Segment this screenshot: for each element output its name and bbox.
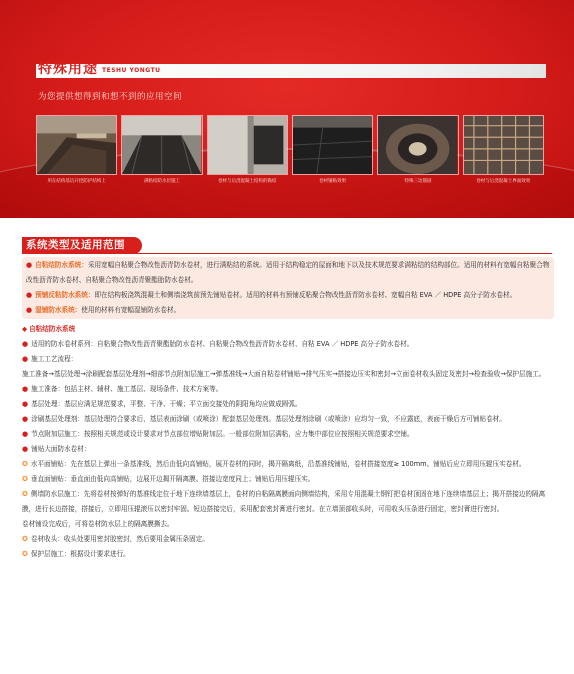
list-item-text: 铺贴大面防水卷材：	[31, 445, 91, 453]
section-divider	[22, 253, 552, 254]
list-item	[22, 457, 554, 472]
list-item	[22, 532, 554, 547]
list-item-text: 卷材收头：收头处要用密封胶密封，然后要用金属压条固定。	[30, 535, 209, 543]
sub-bullet-icon: ✪	[22, 550, 28, 558]
list-item	[22, 337, 554, 352]
list-item-text: 节点附加层施工：按照相关规范或设计要求对节点部位增贴附加层。一般部位附加层满粘，应力集中部位应按照相关规范要求空铺。	[31, 430, 414, 438]
list-item-text: 垂直面铺贴：垂直面由低向高铺贴，边展开边揭开隔离膜。搭接边宽度同上；铺贴后用压辊压实。	[30, 475, 315, 483]
bullet-icon: ●	[22, 355, 29, 363]
list-item-text: 侧墙防水层施工：先将卷材按弹好的基准线定位于地下连续墙基层上，卷材的自粘隔离膜面向侧墙结构，采用专用混凝土钢钉把卷材顶固在地下连续墙基层上；揭开搭接边的隔离膜，进行长边搭接，搭接后，立即用压辊滚压以密封牢固。短边搭接完后，采用配套密封膏进行密封。在立墙顶部收头时，可用收头压条进行固定，密封膏进行密封。	[22, 490, 546, 513]
sub-bullet-icon: ✪	[22, 460, 28, 468]
list-item-text: 涂刷基层处理剂：基层处理符合要求后，基层表面涂刷（或喷涂）配套基层处理剂。基层处理剂涂刷（或喷涂）应均匀一致，不应露底，表面干燥后方可铺贴卷材。	[31, 415, 506, 423]
list-item-text: 适用的防水卷材系列：自粘聚合物改性沥青聚酯胎防水卷材、自粘聚合物改性沥青防水卷材、自粘 EVA ／ HDPE 高分子防水卷材。	[31, 340, 414, 348]
photo-laying-effect	[292, 115, 373, 175]
section-heading-text: 系统类型及适用范围	[26, 239, 125, 251]
photo-captions	[36, 178, 544, 184]
bullet-icon: ●	[22, 400, 29, 408]
list-item	[22, 442, 554, 457]
caption: 卷材铺贴效果	[319, 179, 347, 184]
bullet-icon: ●	[22, 445, 29, 453]
list-item-text: 基层处理：基层应满足规范要求，平整、干净、干燥；平立面交接处的阴阳角均应做成圆弧。	[31, 400, 302, 408]
caption: 用在结构基坑开挖防护结构上	[47, 179, 106, 184]
section-heading	[22, 237, 142, 254]
sub-bullet-icon: ✪	[22, 490, 28, 498]
list-item-text: 施工准备→基层处理→涂刷配套基层处理剂→细部节点附加层施工→弹基准线→大面自粘卷材铺贴→排气压实→搭接边压实和密封→立面卷材收头固定及密封→检查验收→保护层施工。	[22, 370, 546, 378]
caption: 特殊三边锚固	[404, 179, 432, 184]
caption: 卷材与后浇混凝土结构的黏结	[218, 179, 277, 184]
summary-item: ● 自粘结防水系统：采用宽幅自粘聚合物改性沥青防水卷材，进行满粘结的系统。适用于结构稳定的屋面和地下以及技术规范要求满粘结的结构部位。适用的材料有宽幅自粘聚合物改性沥青防水卷材、自粘聚合物改性沥青聚酯胎防水卷材。	[26, 261, 550, 284]
list-item-text: 保护层施工：根据设计要求进行。	[30, 550, 130, 558]
sub-bullet-icon: ✪	[22, 475, 28, 483]
document-body	[22, 257, 554, 562]
list-item-text: 水平面铺贴：先在基层上弹出一条基准线，然后由低向高铺贴，展开卷材的同时，揭开隔离纸，沿基准线铺贴，卷材搭接宽度≥ 100mm。铺贴后应立即用压辊压实卷材。	[30, 460, 526, 468]
banner-tagline: 为您提供想得到和想不到的应用空间	[38, 92, 183, 102]
list-item	[22, 487, 554, 517]
bullet-icon: ●	[22, 430, 29, 438]
photo-strip	[36, 115, 544, 175]
photo-concrete-bond	[207, 115, 288, 175]
summary-item: ● 预铺反粘防水系统：即在结构板浇筑混凝土和侧墙浇筑前预先铺贴卷材。适用的材料有预铺反粘聚合物改性沥青防水卷材、宽幅自粘 EVA ／ HDPE 高分子防水卷材。	[26, 291, 517, 299]
caption: 满粘结防水层施工	[143, 179, 180, 184]
list-item	[22, 412, 554, 427]
list-item	[22, 547, 554, 562]
list-item	[22, 397, 554, 412]
subheading: ◆ 自粘结防水系统	[22, 325, 76, 333]
list-item	[22, 427, 554, 442]
list-item	[22, 367, 554, 382]
hero-banner	[0, 0, 574, 218]
list-item	[22, 472, 554, 487]
process-list	[22, 337, 554, 562]
diamond-icon: ◆	[22, 325, 28, 333]
bullet-icon: ●	[22, 340, 29, 348]
list-item-text: 施工准备：包括主材、辅材、施工基层、现场条件、技术方案等。	[31, 385, 223, 393]
list-item	[22, 382, 554, 397]
bullet-icon: ●	[22, 415, 29, 423]
list-item-text: 施工工艺流程：	[31, 355, 78, 363]
banner-title-en: TESHU YONGTU	[102, 67, 161, 74]
photo-anchorage	[377, 115, 458, 175]
sub-bullet-icon: ✪	[22, 535, 28, 543]
photo-full-bond	[121, 115, 202, 175]
bullet-icon: ●	[26, 306, 33, 314]
bullet-icon: ●	[26, 291, 33, 299]
banner-title: 特殊用途	[38, 61, 98, 77]
list-item-text: 卷材铺设完成后，可将卷材防水层上的隔离膜撕去。	[22, 520, 174, 528]
list-item	[22, 517, 554, 532]
system-summary	[22, 257, 554, 319]
list-item	[22, 352, 554, 367]
summary-item: ● 湿铺防水系统：使用的材料有宽幅湿铺防水卷材。	[26, 306, 181, 314]
photo-interface	[463, 115, 544, 175]
photo-excavation	[36, 115, 117, 175]
bullet-icon: ●	[26, 261, 33, 269]
bullet-icon: ●	[22, 385, 29, 393]
caption: 卷材与后浇混凝土界面效果	[476, 179, 531, 184]
